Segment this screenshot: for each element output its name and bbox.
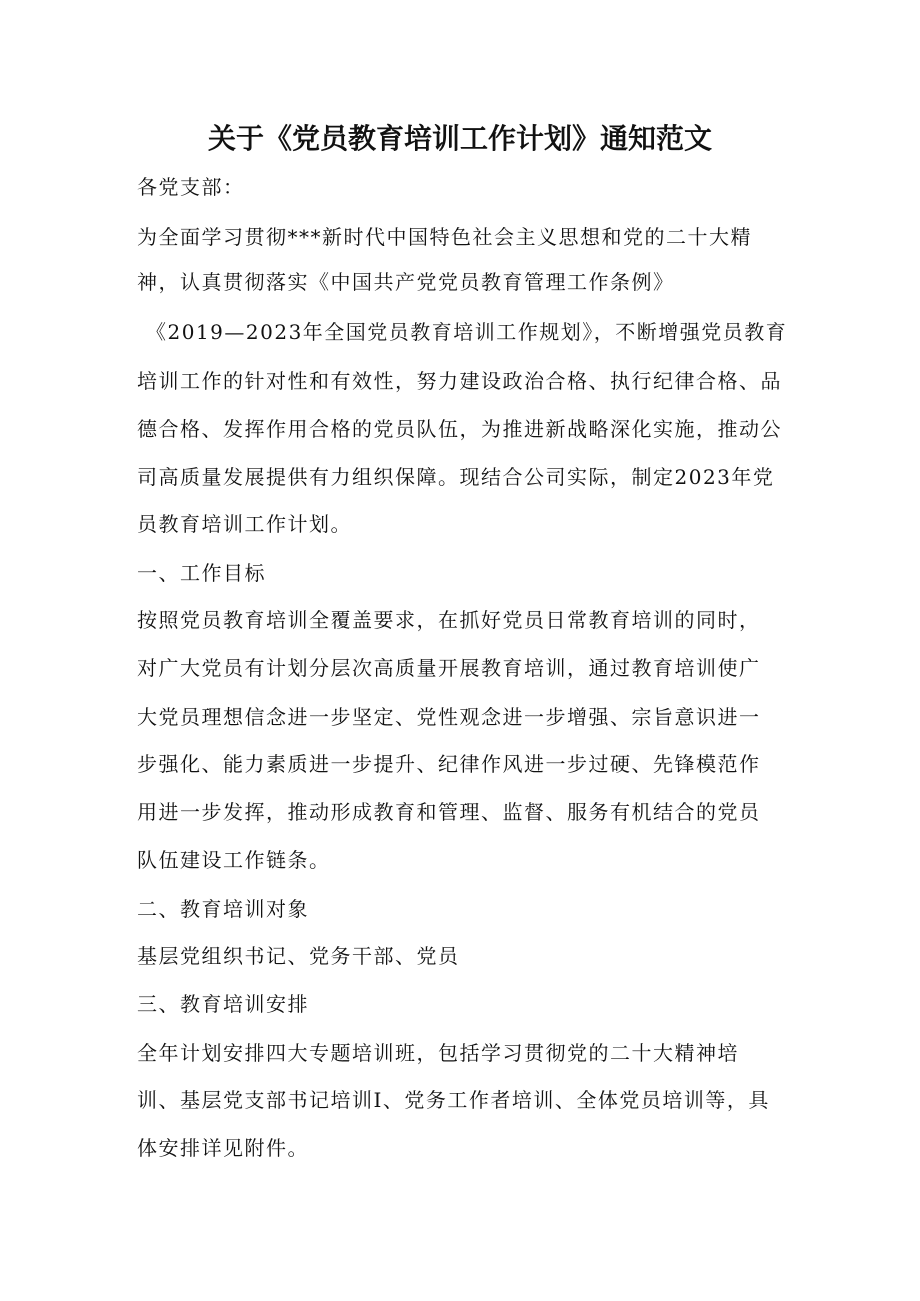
section1-line-6: 队伍建设工作链条。 — [137, 848, 331, 872]
section3-heading: 三、教育培训安排 — [137, 992, 309, 1016]
intro-line-1: 为全面学习贯彻***新时代中国特色社会主义思想和党的二十大精 — [137, 225, 752, 249]
section2-heading: 二、教育培训对象 — [137, 897, 309, 921]
section3-line-1: 全年计划安排四大专题培训班，包括学习贯彻党的二十大精神培 — [137, 1041, 739, 1065]
section1-line-5: 用进一步发挥，推动形成教育和管理、监督、服务有机结合的党员 — [137, 800, 761, 824]
section1-line-4: 步强化、能力素质进一步提升、纪律作风进一步过硬、先锋模范作 — [137, 752, 761, 776]
intro-line-3: 《2019—2023年全国党员教育培训工作规划》，不断增强党员教育 — [146, 320, 788, 344]
document-title: 关于《党员教育培训工作计划》通知范文 — [207, 122, 712, 155]
intro-line-4: 培训工作的针对性和有效性，努力建设政治合格、执行纪律合格、品 — [137, 369, 782, 393]
section1-line-2: 对广大党员有计划分层次高质量开展教育培训，通过教育培训使广 — [137, 656, 761, 680]
section3-line-3: 体安排详见附件。 — [137, 1136, 309, 1160]
section2-line-1: 基层党组织书记、党务干部、党员 — [137, 944, 460, 968]
intro-line-7: 员教育培训工作计划。 — [137, 512, 352, 536]
intro-line-2: 神，认真贯彻落实《中国共产党党员教育管理工作条例》 — [137, 270, 675, 294]
salutation: 各党支部： — [137, 175, 245, 199]
section1-heading: 一、工作目标 — [137, 561, 266, 585]
section1-line-1: 按照党员教育培训全覆盖要求，在抓好党员日常教育培训的同时， — [137, 608, 761, 632]
section3-line-2: 训、基层党支部书记培训I、党务工作者培训、全体党员培训等，具 — [137, 1088, 770, 1112]
intro-line-6: 司高质量发展提供有力组织保障。现结合公司实际，制定2023年党 — [137, 465, 775, 489]
intro-line-5: 德合格、发挥作用合格的党员队伍，为推进新战略深化实施，推动公 — [137, 417, 782, 441]
section1-line-3: 大党员理想信念进一步坚定、党性观念进一步增强、宗旨意识进一 — [137, 705, 761, 729]
